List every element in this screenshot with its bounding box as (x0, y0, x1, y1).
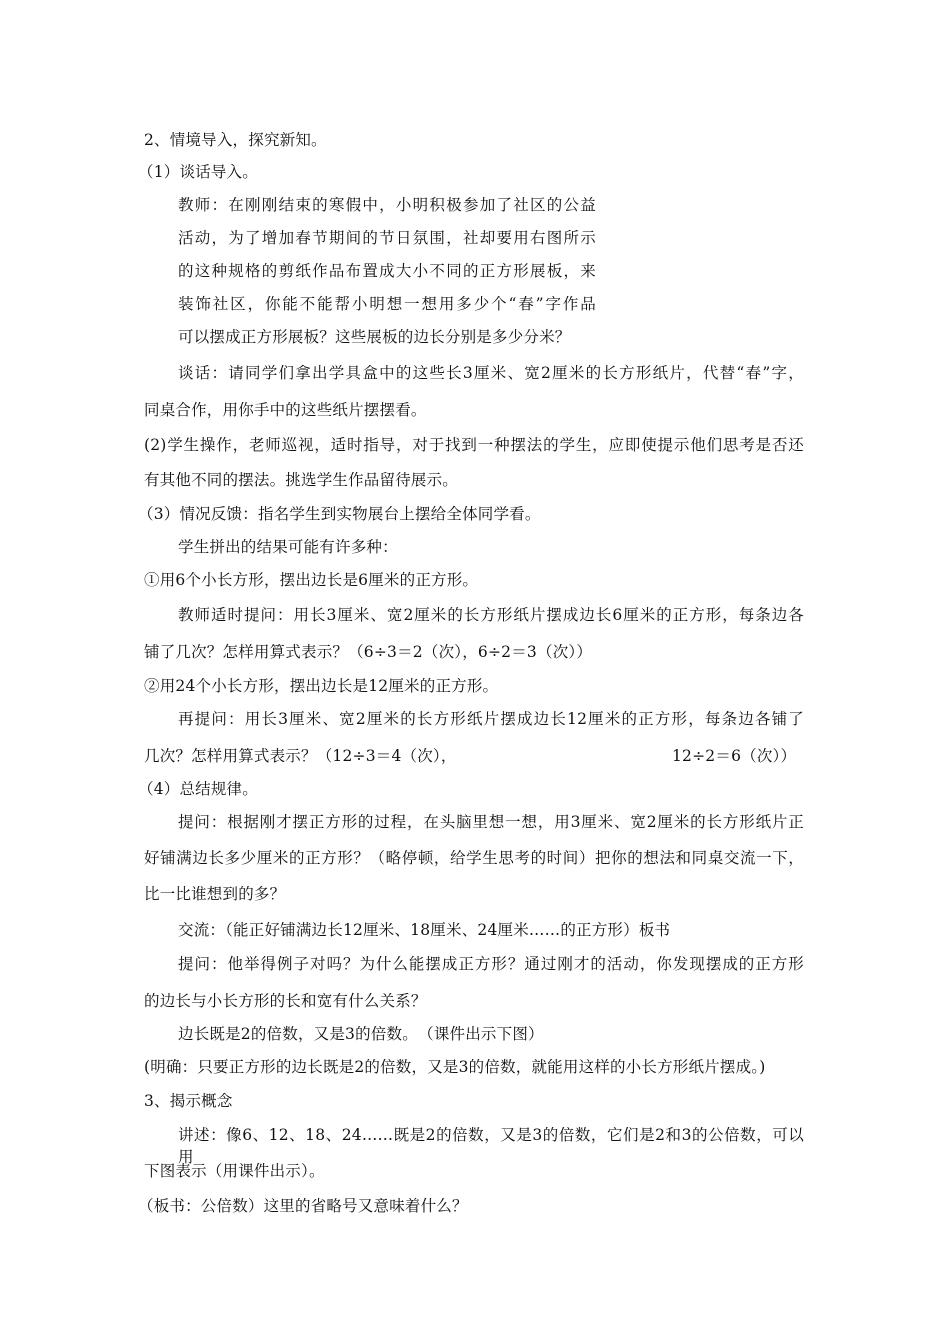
paragraph-line: 同桌合作，用你手中的这些纸片摆摆看。 (144, 401, 427, 419)
paragraph-line: 活动，为了增加春节期间的节日氛围，社却要用右图所示 (178, 229, 596, 247)
paragraph-line: (2)学生操作，老师巡视，适时指导，对于找到一种摆法的学生，应即使提示他们思考是否还 (144, 436, 804, 454)
paragraph-line: 好铺满边长多少厘米的正方形？（略停顿，给学生思考的时间）把你的想法和同桌交流一下， (144, 849, 804, 867)
paragraph-line: 几次？怎样用算式表示？（12÷3＝4（次）， (144, 747, 457, 765)
paragraph-line: 教师：在刚刚结束的寒假中，小明积极参加了社区的公益 (178, 196, 596, 214)
paragraph-line: （板书：公倍数）这里的省略号又意味着什么？ (138, 1197, 468, 1215)
paragraph-line: 讲述：像6、12、18、24……既是2的倍数，又是3的倍数，它们是2和3的公倍数，可以用 (178, 1126, 804, 1166)
list-item-2: ②用24个小长方形，摆出边长是12厘米的正方形。 (144, 677, 499, 695)
paragraph-line: 谈话：请同学们拿出学具盒中的这些长3厘米、宽2厘米的长方形纸片，代替“春”字， (178, 364, 804, 382)
subheading-summary: （4）总结规律。 (138, 780, 258, 798)
paragraph-line: 提问：他举得例子对吗？为什么能摆成正方形？通过刚才的活动，你发现摆成的正方形 (178, 955, 804, 973)
paragraph-line: 装饰社区，你能不能帮小明想一想用多少个“春”字作品 (178, 295, 596, 313)
paragraph-line: 交流：（能正好铺满边长12厘米、18厘米、24厘米……的正方形）板书 (178, 921, 671, 939)
section-heading-2: 2、情境导入，探究新知。 (144, 131, 327, 149)
paragraph-line: 有其他不同的摆法。挑选学生作品留待展示。 (144, 471, 459, 489)
paragraph-line: 学生拼出的结果可能有许多种： (178, 538, 398, 556)
paragraph-line: 提问：根据刚才摆正方形的过程，在头脑里想一想，用3厘米、宽2厘米的长方形纸片正 (178, 813, 804, 831)
paragraph-line: 再提问：用长3厘米、宽2厘米的长方形纸片摆成边长12厘米的正方形，每条边各铺了 (178, 710, 804, 728)
list-item-1: ①用6个小长方形，摆出边长是6厘米的正方形。 (144, 571, 479, 589)
paragraph-line: (明确：只要正方形的边长既是2的倍数，又是3的倍数，就能用这样的小长方形纸片摆成。) (144, 1058, 766, 1076)
paragraph-line-tail: 12÷2＝6（次）） (672, 747, 797, 765)
paragraph-line: 比一比谁想到的多？ (144, 885, 286, 903)
section-heading-3: 3、揭示概念 (144, 1092, 233, 1110)
subheading-feedback: （3）情况反馈：指名学生到实物展台上摆给全体同学看。 (138, 505, 541, 523)
paragraph-line: 教师适时提问：用长3厘米、宽2厘米的长方形纸片摆成边长6厘米的正方形，每条边各 (178, 606, 804, 624)
paragraph-line: 可以摆成正方形展板？这些展板的边长分别是多少分米？ (178, 328, 571, 346)
paragraph-line: 下图表示（用课件出示）。 (144, 1162, 325, 1180)
subheading-talk-intro: （1）谈话导入。 (138, 163, 258, 181)
paragraph-line: 的边长与小长方形的长和宽有什么关系？ (144, 992, 427, 1010)
paragraph-line: 边长既是2的倍数，又是3的倍数。 （课件出示下图） (178, 1025, 544, 1043)
paragraph-line: 铺了几次？怎样用算式表示？（6÷3＝2（次），6÷2＝3（次）） (144, 643, 593, 661)
paragraph-line: 的这种规格的剪纸作品布置成大小不同的正方形展板，来 (178, 262, 596, 280)
